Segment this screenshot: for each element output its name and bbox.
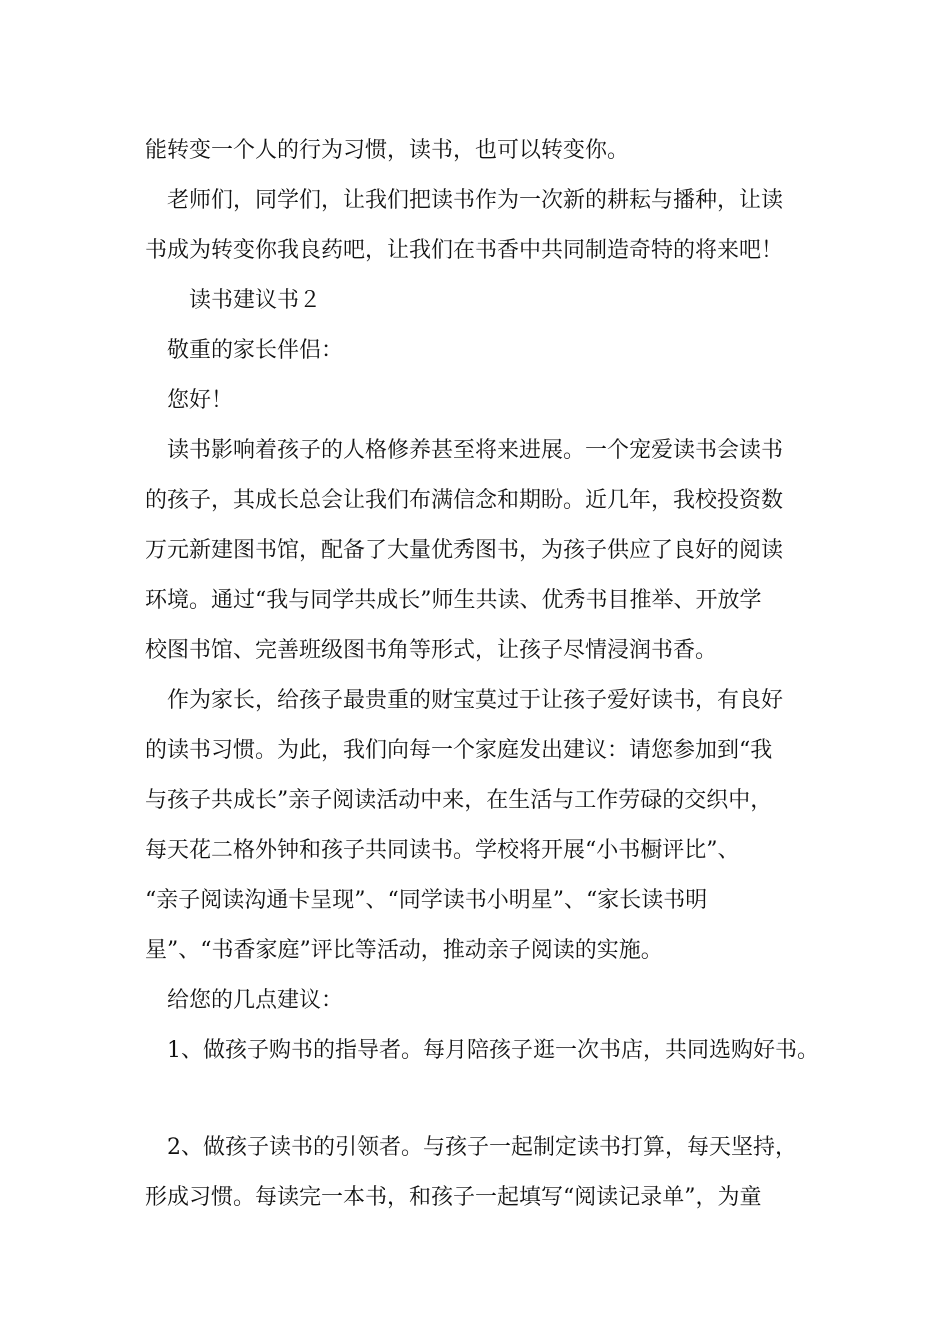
greeting: 您好！ xyxy=(167,388,234,413)
section-heading: 读书建议书２ xyxy=(189,288,322,313)
text-line: “亲子阅读沟通卡呈现”、“同学读书小明星”、“家长读书明 xyxy=(145,888,708,913)
text-line: 星”、“书香家庭”评比等活动，推动亲子阅读的实施。 xyxy=(145,938,663,963)
list-item: 1、做孩子购书的指导者。每月陪孩子逛一次书店，共同选购好书。 xyxy=(167,1038,819,1063)
text-line: 环境。通过“我与同学共成长”师生共读、优秀书目推举、开放学 xyxy=(145,588,762,613)
text-line: 校图书馆、完善班级图书角等形式，让孩子尽情浸润书香。 xyxy=(145,638,718,663)
salutation: 敬重的家长伴侣： xyxy=(167,338,344,363)
text-line: 的孩子，其成长总会让我们布满信念和期盼。近几年，我校投资数 xyxy=(145,488,784,513)
text-line: 老师们，同学们，让我们把读书作为一次新的耕耘与播种，让读 xyxy=(167,188,784,213)
text-line: 书成为转变你我良药吧，让我们在书香中共同制造奇特的将来吧！ xyxy=(145,238,784,263)
text-line: 形成习惯。每读完一本书，和孩子一起填写“阅读记录单”，为童 xyxy=(145,1185,762,1210)
text-line: 万元新建图书馆，配备了大量优秀图书，为孩子供应了良好的阅读 xyxy=(145,538,784,563)
text-line: 作为家长，给孩子最贵重的财宝莫过于让孩子爱好读书，有良好 xyxy=(167,688,784,713)
text-line: 读书影响着孩子的人格修养甚至将来进展。一个宠爱读书会读书 xyxy=(167,438,784,463)
text-line: 给您的几点建议： xyxy=(167,988,344,1013)
text-line: 每天花二格外钟和孩子共同读书。学校将开展“小书橱评比”、 xyxy=(145,838,740,863)
text-line: 的读书习惯。为此，我们向每一个家庭发出建议：请您参加到“我 xyxy=(145,738,773,763)
text-line: 与孩子共成长”亲子阅读活动中来，在生活与工作劳碌的交织中， xyxy=(145,788,773,813)
list-item: 2、做孩子读书的引领者。与孩子一起制定读书打算，每天坚持， xyxy=(167,1135,797,1160)
text-line: 能转变一个人的行为习惯，读书，也可以转变你。 xyxy=(145,138,630,163)
